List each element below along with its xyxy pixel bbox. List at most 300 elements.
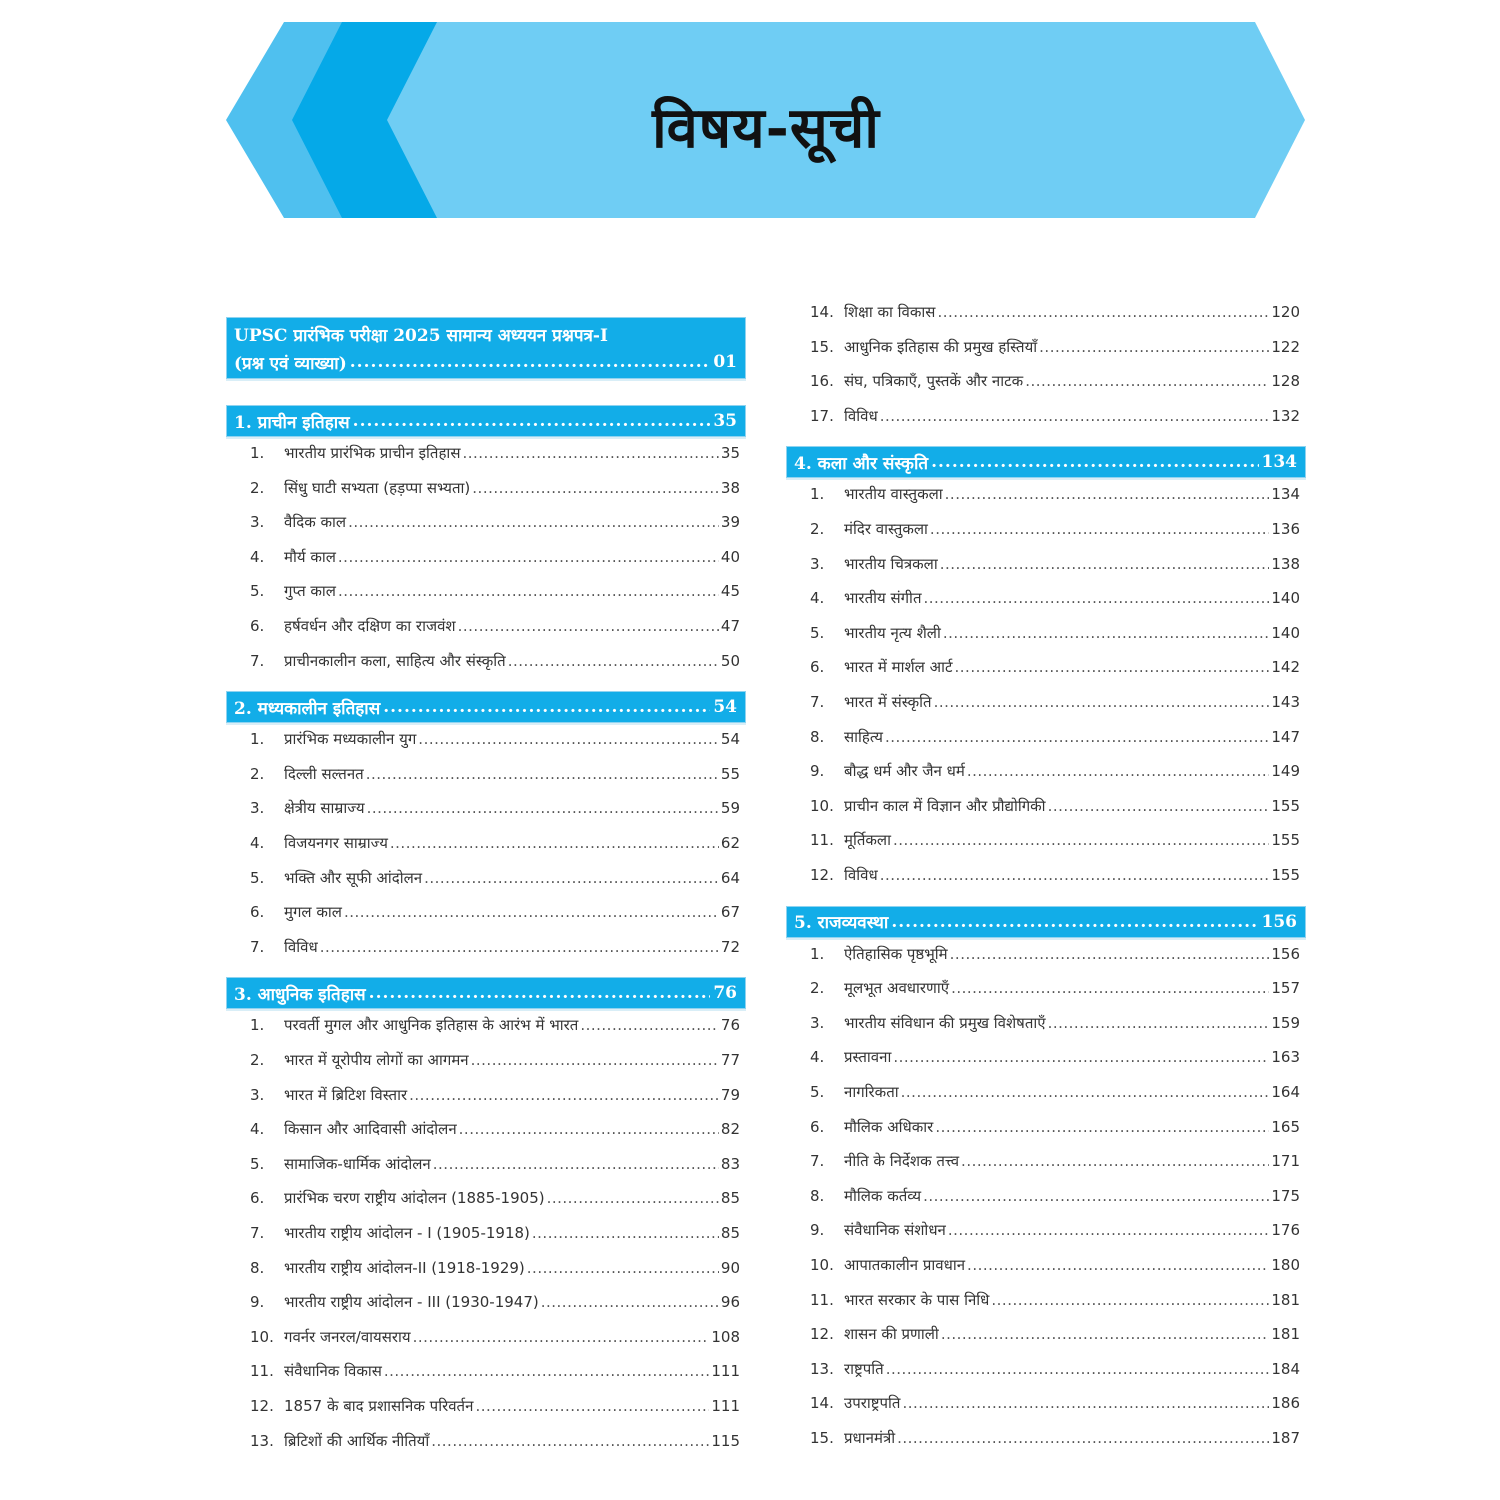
entry-title: भारत में यूरोपीय लोगों का आगमन bbox=[284, 1051, 469, 1069]
entry-number: 11. bbox=[810, 1290, 834, 1309]
page-number: 55 bbox=[720, 764, 740, 783]
entry-title: प्रारंभिक चरण राष्ट्रीय आंदोलन (1885-1905) bbox=[284, 1189, 545, 1208]
dot-leader bbox=[934, 693, 1270, 711]
entry-title: नागरिकता bbox=[844, 1083, 899, 1101]
toc-entry[interactable] bbox=[226, 1085, 740, 1111]
entry-title: 1857 के बाद प्रशासनिक परिवर्तन bbox=[284, 1397, 474, 1415]
entry-number: 8. bbox=[810, 1186, 825, 1205]
entry-number: 1. bbox=[810, 944, 825, 963]
dot-leader bbox=[901, 1083, 1270, 1101]
toc-entry[interactable] bbox=[786, 978, 1300, 1004]
page-number: 82 bbox=[720, 1120, 740, 1139]
toc-entry[interactable] bbox=[786, 554, 1300, 580]
section-header-title: UPSC प्रारंभिक परीक्षा 2025 सामान्य अध्ययन प्रश्नपत्र-I bbox=[234, 325, 608, 346]
entry-title: भक्ति और सूफी आंदोलन bbox=[284, 868, 423, 887]
dot-leader bbox=[967, 762, 1270, 780]
entry-title: सामाजिक-धार्मिक आंदोलन bbox=[284, 1154, 431, 1173]
dot-leader bbox=[931, 452, 1258, 472]
toc-entry[interactable] bbox=[786, 1047, 1300, 1073]
entry-title: ऐतिहासिक पृष्ठभूमि bbox=[844, 944, 948, 963]
entry-title: भारतीय संगीत bbox=[844, 589, 922, 608]
page-number: 35 bbox=[713, 411, 737, 431]
entry-number: 9. bbox=[810, 1221, 825, 1240]
dot-leader bbox=[941, 1325, 1270, 1343]
entry-number: 7. bbox=[250, 937, 265, 956]
section-header-title: 5. राजव्यवस्था bbox=[794, 913, 889, 934]
entry-number: 2. bbox=[250, 764, 265, 783]
page-number: 156 bbox=[1261, 911, 1297, 932]
toc-entry[interactable] bbox=[786, 1220, 1300, 1246]
toc-entry[interactable] bbox=[786, 1359, 1300, 1385]
toc-entry[interactable] bbox=[226, 1154, 740, 1180]
section-header[interactable] bbox=[786, 446, 1306, 478]
page-title: विषय-सूची bbox=[652, 95, 880, 161]
toc-entry[interactable] bbox=[786, 1428, 1300, 1454]
entry-title: आपातकालीन प्रावधान bbox=[844, 1256, 966, 1274]
dot-leader bbox=[350, 352, 711, 372]
toc-entry[interactable] bbox=[786, 623, 1300, 649]
dot-leader bbox=[967, 1256, 1269, 1274]
entry-title: भारतीय संविधान की प्रमुख विशेषताएँ bbox=[844, 1013, 1046, 1032]
entry-number: 6. bbox=[250, 903, 265, 922]
page-number: 155 bbox=[1271, 796, 1300, 815]
page-number: 54 bbox=[720, 730, 740, 749]
page-number: 176 bbox=[1271, 1221, 1300, 1240]
entry-number: 17. bbox=[810, 406, 834, 425]
page-number: 136 bbox=[1271, 520, 1300, 538]
page-number: 01 bbox=[713, 352, 737, 372]
dot-leader bbox=[961, 1152, 1269, 1170]
dot-leader bbox=[902, 1394, 1269, 1412]
section-header[interactable] bbox=[226, 317, 746, 379]
dot-leader bbox=[580, 1016, 719, 1034]
entry-number: 15. bbox=[810, 337, 834, 356]
page-number: 122 bbox=[1271, 337, 1300, 356]
section-header-title: 3. आधुनिक इतिहास bbox=[234, 984, 366, 1005]
dot-leader bbox=[891, 912, 1258, 932]
page-number: 62 bbox=[720, 834, 740, 852]
dot-leader bbox=[390, 834, 719, 852]
entry-number: 11. bbox=[250, 1362, 274, 1381]
toc-entry[interactable] bbox=[786, 1151, 1300, 1177]
page-number: 90 bbox=[720, 1258, 740, 1277]
entry-number: 5. bbox=[250, 582, 265, 601]
toc-entry[interactable] bbox=[786, 1186, 1300, 1212]
dot-leader bbox=[471, 1051, 719, 1069]
entry-title: भारत में ब्रिटिश विस्तार bbox=[284, 1085, 408, 1104]
entry-number: 12. bbox=[810, 1325, 834, 1344]
dot-leader bbox=[344, 903, 719, 921]
entry-number: 10. bbox=[810, 796, 834, 815]
dot-leader bbox=[409, 1086, 719, 1104]
entry-number: 3. bbox=[810, 1013, 825, 1032]
entry-number: 15. bbox=[810, 1429, 834, 1447]
entry-number: 12. bbox=[810, 866, 834, 884]
entry-number: 3. bbox=[250, 513, 265, 532]
dot-leader bbox=[433, 1155, 719, 1173]
dot-leader bbox=[885, 728, 1269, 746]
dot-leader bbox=[527, 1259, 719, 1277]
entry-title: विविध bbox=[844, 406, 878, 425]
entry-title: वैदिक काल bbox=[284, 513, 347, 532]
page-number: 134 bbox=[1261, 452, 1297, 473]
entry-title: भारत में संस्कृति bbox=[844, 693, 932, 711]
toc-entry[interactable] bbox=[226, 547, 740, 573]
entry-title: क्षेत्रीय साम्राज्य bbox=[284, 799, 365, 818]
toc-entry[interactable] bbox=[226, 868, 740, 894]
dot-leader bbox=[353, 411, 711, 431]
page-number: 181 bbox=[1271, 1290, 1300, 1309]
entry-title: भारत में मार्शल आर्ट bbox=[844, 658, 953, 677]
page-number: 50 bbox=[720, 651, 740, 670]
dot-leader bbox=[893, 1048, 1269, 1066]
entry-title: राष्ट्रपति bbox=[844, 1359, 884, 1378]
page-number: 67 bbox=[720, 903, 740, 922]
dot-leader bbox=[320, 938, 719, 956]
page-number: 77 bbox=[720, 1051, 740, 1069]
page-number: 164 bbox=[1271, 1083, 1300, 1101]
dot-leader bbox=[383, 697, 710, 717]
entry-number: 6. bbox=[250, 617, 265, 635]
toc-entry[interactable] bbox=[226, 1292, 740, 1318]
entry-number: 8. bbox=[810, 727, 825, 746]
entry-title: भारत सरकार के पास निधि bbox=[844, 1290, 990, 1309]
entry-title: परवर्ती मुगल और आधुनिक इतिहास के आरंभ में भारत bbox=[284, 1016, 579, 1035]
entry-title: भारतीय नृत्य शैली bbox=[844, 623, 941, 642]
toc-entry[interactable] bbox=[226, 729, 740, 755]
section-header-title: (प्रश्न एवं व्याख्या) bbox=[234, 353, 347, 374]
entry-title: प्राचीन काल में विज्ञान और प्रौद्योगिकी bbox=[844, 796, 1046, 815]
page-number: 134 bbox=[1271, 485, 1300, 504]
page-number: 108 bbox=[711, 1327, 740, 1346]
entry-number: 5. bbox=[810, 623, 825, 642]
entry-number: 6. bbox=[250, 1189, 265, 1208]
dot-leader bbox=[924, 589, 1270, 607]
toc-entry[interactable] bbox=[786, 484, 1300, 510]
entry-number: 1. bbox=[250, 730, 265, 749]
page-number: 38 bbox=[720, 478, 740, 497]
entry-title: गवर्नर जनरल/वायसराय bbox=[284, 1327, 411, 1346]
entry-title: शासन की प्रणाली bbox=[844, 1325, 939, 1344]
entry-title: किसान और आदिवासी आंदोलन bbox=[284, 1120, 457, 1139]
section-header-title: 1. प्राचीन इतिहास bbox=[234, 412, 350, 433]
entry-number: 13. bbox=[810, 1359, 834, 1378]
entry-title: प्रस्तावना bbox=[844, 1048, 892, 1067]
entry-number: 3. bbox=[810, 554, 825, 573]
toc-entry[interactable] bbox=[226, 1431, 740, 1457]
entry-number: 14. bbox=[810, 303, 834, 321]
entry-title: भारतीय राष्ट्रीय आंदोलन - I (1905-1918) bbox=[284, 1224, 530, 1242]
dot-leader bbox=[951, 979, 1269, 997]
page-number: 76 bbox=[720, 1016, 740, 1035]
page-number: 140 bbox=[1271, 623, 1300, 642]
dot-leader bbox=[935, 1118, 1269, 1136]
entry-number: 7. bbox=[250, 651, 265, 670]
page-number: 72 bbox=[720, 937, 740, 956]
dot-leader bbox=[880, 866, 1270, 884]
dot-leader bbox=[893, 831, 1269, 849]
page-number: 54 bbox=[713, 697, 737, 718]
entry-number: 9. bbox=[250, 1293, 265, 1312]
entry-title: विविध bbox=[844, 866, 878, 884]
dot-leader bbox=[955, 658, 1270, 676]
entry-title: मुगल काल bbox=[284, 903, 342, 922]
toc-entry[interactable] bbox=[786, 371, 1300, 397]
toc-entry[interactable] bbox=[226, 1188, 740, 1214]
dot-leader bbox=[1039, 338, 1269, 356]
page-number: 59 bbox=[720, 799, 740, 818]
dot-leader bbox=[369, 983, 711, 1003]
page-number: 76 bbox=[713, 983, 737, 1004]
entry-number: 11. bbox=[810, 831, 834, 850]
entry-number: 7. bbox=[250, 1224, 265, 1242]
entry-title: प्राचीनकालीन कला, साहित्य और संस्कृति bbox=[284, 651, 506, 670]
page-number: 40 bbox=[720, 547, 740, 566]
entry-number: 7. bbox=[810, 693, 825, 711]
entry-title: प्रधानमंत्री bbox=[844, 1429, 896, 1447]
page-number: 175 bbox=[1271, 1186, 1300, 1205]
entry-number: 9. bbox=[810, 762, 825, 781]
entry-title: विजयनगर साम्राज्य bbox=[284, 834, 388, 852]
toc-entry[interactable] bbox=[226, 581, 740, 607]
toc-entry[interactable] bbox=[786, 865, 1300, 891]
entry-title: आधुनिक इतिहास की प्रमुख हस्तियाँ bbox=[844, 337, 1038, 356]
dot-leader bbox=[475, 1397, 709, 1415]
entry-title: साहित्य bbox=[844, 727, 883, 746]
dot-leader bbox=[532, 1224, 719, 1242]
dot-leader bbox=[541, 1293, 719, 1311]
toc-entry[interactable] bbox=[226, 478, 740, 504]
toc-entry[interactable] bbox=[226, 902, 740, 928]
entry-title: शिक्षा का विकास bbox=[844, 303, 936, 321]
entry-title: मूलभूत अवधारणाएँ bbox=[844, 979, 950, 998]
entry-title: भारतीय राष्ट्रीय आंदोलन - III (1930-1947) bbox=[284, 1293, 539, 1312]
title-banner bbox=[0, 0, 1500, 240]
entry-title: विविध bbox=[284, 937, 318, 956]
section-header-title: 2. मध्यकालीन इतिहास bbox=[234, 698, 381, 719]
toc-entry[interactable] bbox=[226, 833, 740, 859]
dot-leader bbox=[937, 303, 1269, 321]
dot-leader bbox=[367, 799, 719, 817]
section-header[interactable] bbox=[786, 906, 1306, 938]
dot-leader bbox=[431, 1432, 709, 1450]
toc-entry[interactable] bbox=[786, 302, 1300, 328]
page-number: 45 bbox=[720, 582, 740, 601]
page-number: 115 bbox=[711, 1431, 740, 1450]
entry-number: 4. bbox=[250, 1120, 265, 1139]
toc-entry[interactable] bbox=[226, 798, 740, 824]
page-number: 147 bbox=[1271, 727, 1300, 746]
page-number: 155 bbox=[1271, 831, 1300, 850]
entry-number: 5. bbox=[250, 1154, 265, 1173]
page-number: 96 bbox=[720, 1293, 740, 1312]
entry-title: मौर्य काल bbox=[284, 547, 336, 566]
entry-title: भारतीय वास्तुकला bbox=[844, 485, 943, 504]
dot-leader bbox=[1025, 372, 1269, 390]
toc-entry[interactable] bbox=[226, 1015, 740, 1041]
dot-leader bbox=[384, 1362, 710, 1380]
entry-title: दिल्ली सल्तनत bbox=[284, 764, 364, 783]
entry-title: हर्षवर्धन और दक्षिण का राजवंश bbox=[284, 617, 456, 635]
dot-leader bbox=[880, 407, 1270, 425]
toc-entry[interactable] bbox=[786, 944, 1300, 970]
entry-number: 3. bbox=[250, 799, 265, 818]
dot-leader bbox=[945, 485, 1270, 503]
toc-entry[interactable] bbox=[786, 727, 1300, 753]
entry-number: 16. bbox=[810, 372, 834, 391]
toc-entry[interactable] bbox=[226, 937, 740, 963]
toc-entry[interactable] bbox=[786, 1290, 1300, 1316]
page-number: 184 bbox=[1271, 1359, 1300, 1378]
dot-leader bbox=[459, 1120, 719, 1138]
toc-entry[interactable] bbox=[226, 1223, 740, 1249]
page-number: 85 bbox=[720, 1189, 740, 1208]
dot-leader bbox=[458, 617, 719, 635]
toc-entry[interactable] bbox=[786, 519, 1300, 545]
toc-entry[interactable] bbox=[786, 588, 1300, 614]
page-number: 187 bbox=[1271, 1429, 1300, 1447]
dot-leader bbox=[940, 555, 1270, 573]
section-header[interactable] bbox=[226, 977, 746, 1009]
section-header-title: 4. कला और संस्कृति bbox=[794, 453, 929, 474]
toc-entry[interactable] bbox=[786, 1255, 1300, 1281]
entry-title: भारतीय राष्ट्रीय आंदोलन-II (1918-1929) bbox=[284, 1258, 525, 1277]
page-number: 138 bbox=[1271, 554, 1300, 573]
toc-entry[interactable] bbox=[226, 616, 740, 642]
entry-number: 5. bbox=[810, 1083, 825, 1101]
toc-entry[interactable] bbox=[226, 512, 740, 538]
entry-title: संवैधानिक संशोधन bbox=[844, 1221, 946, 1240]
page-number: 120 bbox=[1271, 303, 1300, 321]
page-number: 111 bbox=[711, 1397, 740, 1415]
entry-title: भारतीय चित्रकला bbox=[844, 554, 938, 573]
toc-entry[interactable] bbox=[786, 1324, 1300, 1350]
entry-title: मौलिक अधिकार bbox=[844, 1117, 934, 1136]
page-number: 79 bbox=[720, 1085, 740, 1104]
entry-number: 2. bbox=[250, 1051, 265, 1069]
page-number: 85 bbox=[720, 1224, 740, 1242]
entry-number: 6. bbox=[810, 658, 825, 677]
dot-leader bbox=[338, 548, 719, 566]
toc-entry[interactable] bbox=[786, 796, 1300, 822]
dot-leader bbox=[366, 765, 719, 783]
toc-entry[interactable] bbox=[786, 657, 1300, 683]
entry-number: 3. bbox=[250, 1085, 265, 1104]
toc-entry[interactable] bbox=[226, 1327, 740, 1353]
dot-leader bbox=[462, 444, 718, 462]
toc-entry[interactable] bbox=[786, 1082, 1300, 1108]
section-header-line bbox=[234, 348, 737, 376]
section-header-line bbox=[234, 320, 737, 348]
entry-number: 10. bbox=[810, 1256, 834, 1274]
entry-title: सिंधु घाटी सभ्यता (हड़प्पा सभ्यता) bbox=[284, 478, 471, 497]
toc-entry[interactable] bbox=[786, 1393, 1300, 1419]
page-number: 128 bbox=[1271, 372, 1300, 391]
entry-number: 1. bbox=[250, 1016, 265, 1035]
page-number: 165 bbox=[1271, 1117, 1300, 1136]
page-number: 156 bbox=[1271, 944, 1300, 963]
toc-entry[interactable] bbox=[226, 651, 740, 677]
toc-entry[interactable] bbox=[786, 337, 1300, 363]
toc-entry[interactable] bbox=[226, 1050, 740, 1076]
toc-entry[interactable] bbox=[786, 761, 1300, 787]
dot-leader bbox=[472, 479, 719, 497]
toc-entry[interactable] bbox=[786, 1013, 1300, 1039]
page-number: 180 bbox=[1271, 1256, 1300, 1274]
entry-number: 2. bbox=[810, 979, 825, 998]
dot-leader bbox=[338, 582, 719, 600]
toc-entry[interactable] bbox=[226, 1361, 740, 1387]
dot-leader bbox=[547, 1189, 719, 1207]
entry-number: 4. bbox=[250, 547, 265, 566]
entry-title: भारतीय प्रारंभिक प्राचीन इतिहास bbox=[284, 444, 461, 462]
entry-number: 1. bbox=[250, 444, 265, 462]
entry-number: 14. bbox=[810, 1394, 834, 1413]
entry-number: 4. bbox=[810, 589, 825, 608]
entry-title: गुप्त काल bbox=[284, 582, 336, 601]
entry-number: 13. bbox=[250, 1431, 274, 1450]
toc-entry[interactable] bbox=[786, 1117, 1300, 1143]
dot-leader bbox=[930, 520, 1269, 538]
page-number: 149 bbox=[1271, 762, 1300, 781]
toc-entry[interactable] bbox=[226, 1258, 740, 1284]
entry-number: 4. bbox=[810, 1048, 825, 1067]
section-header[interactable] bbox=[226, 405, 746, 437]
page-number: 64 bbox=[720, 868, 740, 887]
toc-entry[interactable] bbox=[226, 443, 740, 469]
entry-number: 1. bbox=[810, 485, 825, 504]
toc-entry[interactable] bbox=[786, 406, 1300, 432]
entry-number: 12. bbox=[250, 1397, 274, 1415]
entry-title: बौद्ध धर्म और जैन धर्म bbox=[844, 762, 965, 781]
dot-leader bbox=[508, 652, 719, 670]
entry-title: मंदिर वास्तुकला bbox=[844, 520, 928, 538]
dot-leader bbox=[1048, 1014, 1270, 1032]
toc-entry[interactable] bbox=[786, 830, 1300, 856]
dot-leader bbox=[897, 1429, 1269, 1447]
entry-title: नीति के निर्देशक तत्त्व bbox=[844, 1152, 960, 1171]
page-number: 171 bbox=[1271, 1152, 1300, 1171]
entry-number: 6. bbox=[810, 1117, 825, 1136]
dot-leader bbox=[923, 1187, 1269, 1205]
entry-title: संघ, पत्रिकाएँ, पुस्तकें और नाटक bbox=[844, 372, 1024, 391]
page-number: 186 bbox=[1271, 1394, 1300, 1413]
page-number: 143 bbox=[1271, 693, 1300, 711]
dot-leader bbox=[424, 869, 719, 887]
toc-entry[interactable] bbox=[226, 1396, 740, 1422]
dot-leader bbox=[886, 1360, 1270, 1378]
page-number: 142 bbox=[1271, 658, 1300, 677]
dot-leader bbox=[1048, 797, 1270, 815]
toc-entry[interactable] bbox=[226, 1119, 740, 1145]
page-number: 111 bbox=[711, 1362, 740, 1381]
page-number: 47 bbox=[720, 617, 740, 635]
dot-leader bbox=[413, 1328, 710, 1346]
entry-title: मौलिक कर्तव्य bbox=[844, 1186, 922, 1205]
section-header[interactable] bbox=[226, 691, 746, 723]
dot-leader bbox=[943, 624, 1269, 642]
toc-entry[interactable] bbox=[786, 692, 1300, 718]
page-number: 155 bbox=[1271, 866, 1300, 884]
entry-number: 10. bbox=[250, 1327, 274, 1346]
entry-title: मूर्तिकला bbox=[844, 831, 891, 850]
toc-entry[interactable] bbox=[226, 764, 740, 790]
entry-title: उपराष्ट्रपति bbox=[844, 1394, 901, 1413]
page-number: 163 bbox=[1271, 1048, 1300, 1067]
entry-number: 4. bbox=[250, 834, 265, 852]
page-number: 83 bbox=[720, 1154, 740, 1173]
entry-title: ब्रिटिशों की आर्थिक नीतियाँ bbox=[284, 1431, 430, 1450]
